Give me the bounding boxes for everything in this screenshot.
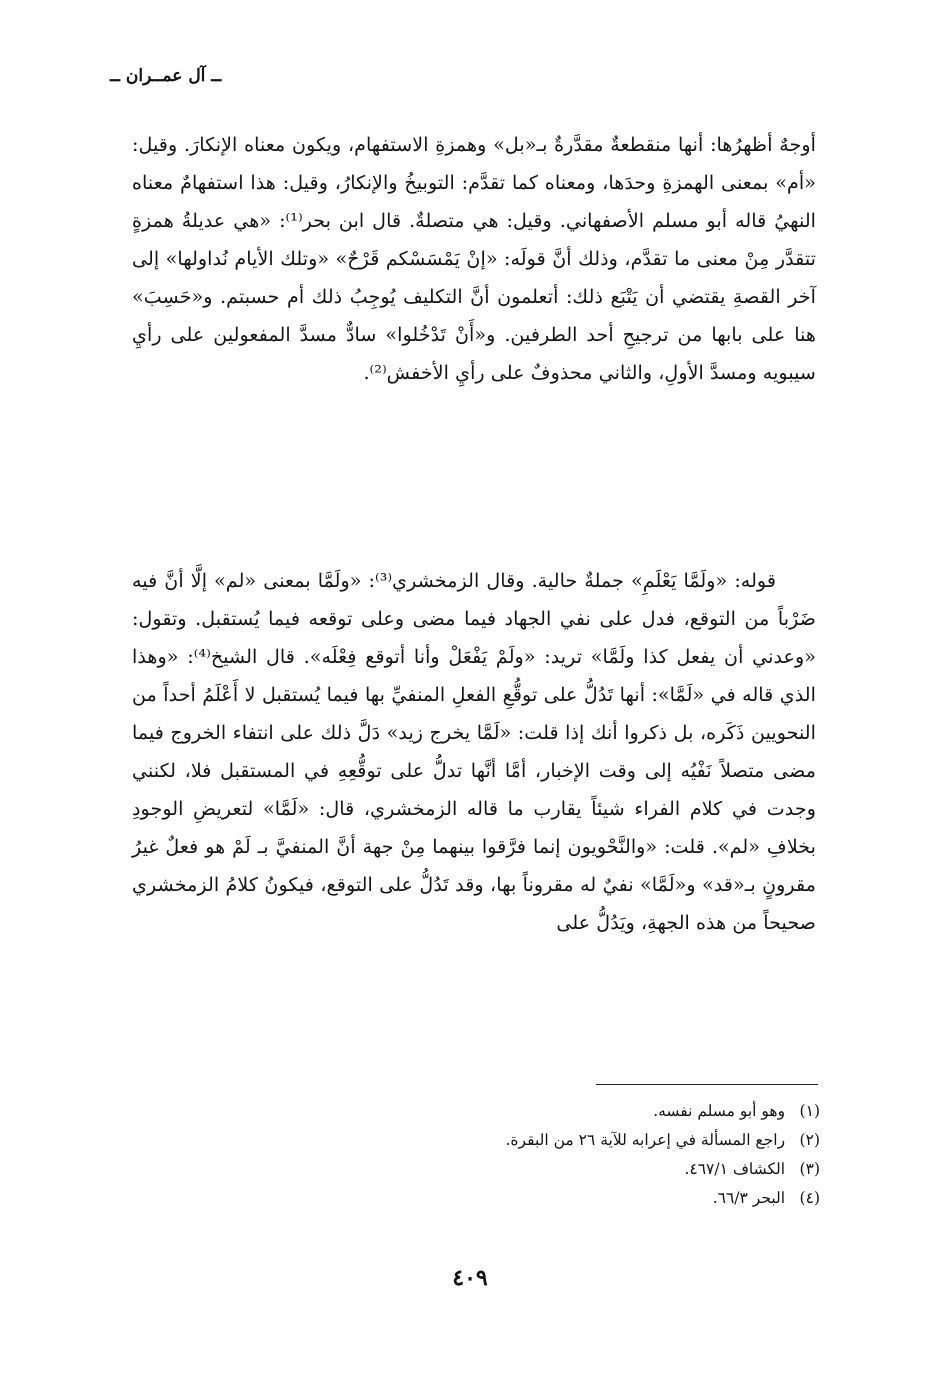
footnote-number: (٣) <box>799 1160 820 1178</box>
footnote-divider <box>596 1084 818 1085</box>
footnote-item <box>300 1184 820 1213</box>
footnote-text: البحر ٦٦/٣. <box>712 1189 786 1207</box>
footnote-number: (١) <box>799 1102 820 1120</box>
footnote-text: راجع المسألة في إعرابه للآية ٢٦ من البقرة. <box>505 1131 786 1149</box>
footnote-text: الكشاف ٤٦٧/١. <box>684 1160 786 1178</box>
footnote-number: (٢) <box>799 1131 820 1149</box>
paragraph-1: أوجهٌ أظهرُها: أنها منقطعةٌ مقدَّرةٌ بـ«بل» وهمزةِ الاستفهام، ويكون معناه الإنكارَ. وقيل: «أم» بمعنى الهمزةِ وحدَها، ومعناه كما تقدَّم: التوبيخُ والإنكارُ، وقيل: هذا استفهامٌ معناه النهيُ قاله أبو مسلم الأصفهاني. وقيل: هي متصلةٌ. قال ابن بحر⁽¹⁾: «هي عديلةُ همزةٍ تتقدَّر مِنْ معنى ما تقدَّم، وذلك أنَّ قولَه: «إنْ يَمْسَسْكم قَرْحٌ» «وتلك الأيام نُداولها» إلى آخر القصةِ يقتضي أن يَتْبَع ذلك: أتعلمون أنَّ التكليف يُوجِبُ ذلك أم حسبتم. و«حَسِبَ» هنا على بابها من ترجيحِ أحد الطرفين. و«أَنْ تَدْخُلوا» سادٌّ مسدَّ المفعولين على رأيِ سيبويه ومسدَّ الأولِ، والثاني محذوفٌ على رأيِ الأخفش⁽²⁾. <box>132 133 816 384</box>
running-header: ــ آل عمــران ــ <box>110 66 222 86</box>
footnote-item <box>300 1097 820 1126</box>
footnote-text: وهو أبو مسلم نفسه. <box>653 1102 786 1120</box>
footnote-item <box>300 1155 820 1184</box>
footnotes-list <box>300 1097 820 1213</box>
paragraph-2: قوله: «ولَمَّا يَعْلَمِ» جملةٌ حالية. وقال الزمخشري⁽³⁾: «ولَمَّا بمعنى «لم» إلَّا أنَّ فيه ضَرْباً من التوقع، فدل على نفي الجهاد فيما مضى وعلى توقعه فيما يُستقبل. وتقول: «وعدني أن يفعل كذا ولَمَّا» تريد: «ولَمْ يَفْعَلْ وأنا أتوقع فِعْلَه». قال الشيخ⁽⁴⁾: «وهذا الذي قاله في «لَمَّا»: أنها تَدُلُّ على توقُّعِ الفعلِ المنفيِّ بها فيما يُستقبل لا أَعْلَمُ أحداً من النحويين ذَكَره، بل ذكروا أنك إذا قلت: «لَمَّا يخرج زيد» دَلَّ ذلك على انتفاء الخروج فيما مضى متصلاً نَفْيُه إلى وقت الإخبار، أمَّا أنَّها تدلُّ على توقُّعِهِ في المستقبل فلا، لكنني وجدت في كلام الفراء شيئاً يقارب ما قاله الزمخشري، قال: «لَمَّا» لتعريضِ الوجودِ بخلافِ «لم». قلت: «والنَّحْويون إنما فرَّقوا بينهما مِنْ جهة أنَّ المنفيَّ بـ لَمْ هو فعلٌ غيرُ مقرونٍ بـ«قد» و«لَمَّا» نفيٌ له مقروناً بها، وقد تَدُلُّ على التوقع، فيكونُ كلامُ الزمخشري صحيحاً من هذه الجهةِ، ويَدُلُّ على <box>132 569 816 934</box>
footnote-number: (٤) <box>799 1189 820 1207</box>
page-number: ٤٠٩ <box>452 1265 488 1291</box>
footnote-item <box>300 1126 820 1155</box>
